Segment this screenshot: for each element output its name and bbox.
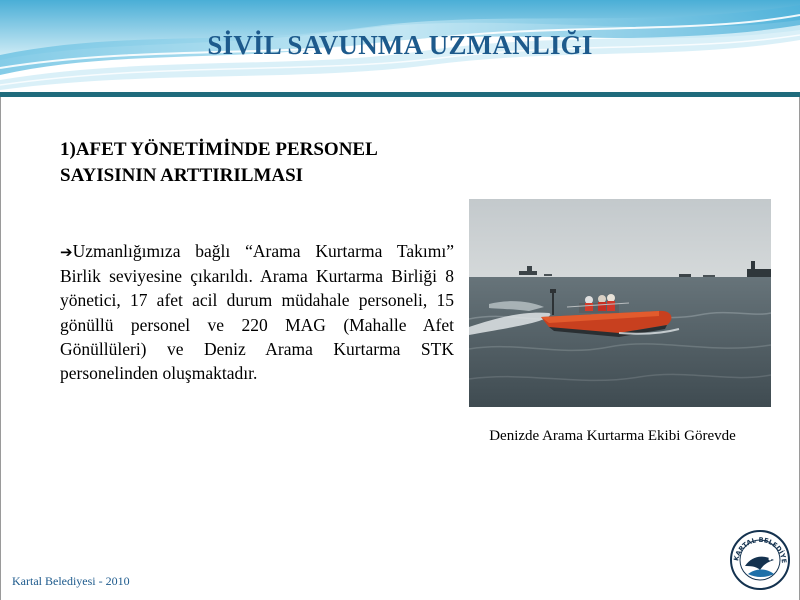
arrow-bullet-icon: ➔	[60, 243, 73, 261]
section-heading: 1)AFET YÖNETİMİNDE PERSONEL SAYISININ ARTTIRILMASI	[60, 139, 377, 186]
rescue-boat-photo	[469, 199, 771, 407]
left-border-line	[0, 97, 1, 600]
footer-text: Kartal Belediyesi - 2010	[12, 574, 130, 588]
photo-caption: Denizde Arama Kurtarma Ekibi Görevde	[489, 428, 736, 444]
body-paragraph	[60, 239, 454, 385]
header-divider-bar	[0, 92, 800, 97]
header-banner	[0, 0, 800, 98]
svg-text:KARTAL BELEDİYESİ: KARTAL BELEDİYE	[732, 535, 789, 564]
rescue-boat-image	[469, 199, 771, 407]
body-text: Uzmanlığımıza bağlı “Arama Kurtarma Takımı” Birlik seviyesine çıkarıldı. Arama Kurtarma Birliği 8 yönetici, 17 afet acil durum müdahale personeli, 15 gönüllü personel ve 220 MAG (Mahalle Afet Gönüllüleri) ve Deniz Arama Kurtarma STK personelinden oluşmaktadır.	[60, 241, 454, 384]
municipality-emblem-icon	[730, 530, 790, 590]
slide-title: SİVİL SAVUNMA UZMANLIĞI	[207, 30, 593, 60]
kartal-belediyesi-logo	[730, 530, 790, 590]
